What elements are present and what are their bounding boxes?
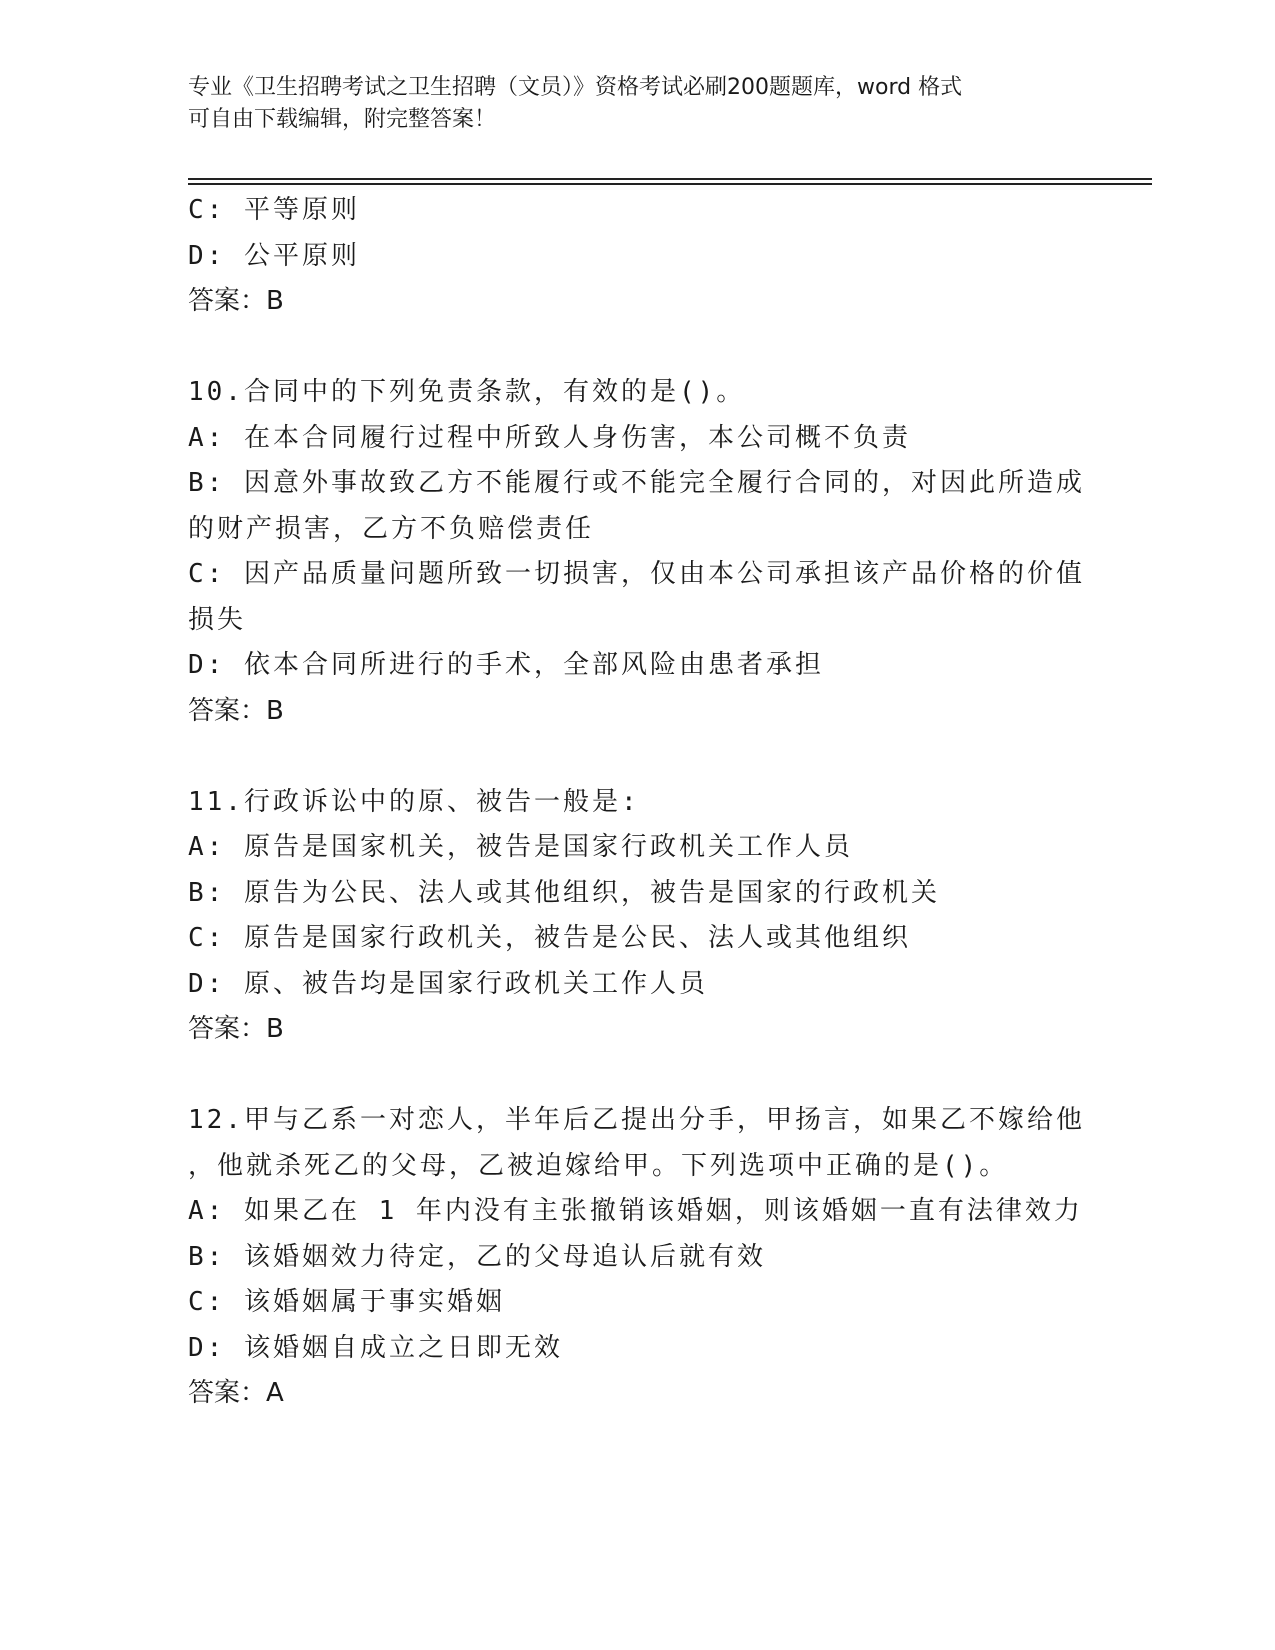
- option-d: D: 依本合同所进行的手术，全部风险由患者承担: [188, 650, 824, 680]
- question-stem: 11.行政诉讼中的原、被告一般是:: [188, 786, 640, 817]
- question-11: [188, 780, 1088, 1053]
- option-c: C: 因产品质量问题所致一切损害，仅由本公司承担该产品价格的价值: [188, 559, 1085, 589]
- option-b-continued: 的财产损害，乙方不负赔偿责任: [188, 513, 595, 544]
- spacer: [188, 325, 1088, 371]
- option-a: A: 原告是国家机关，被告是国家行政机关工作人员: [188, 832, 853, 862]
- option-b: B: 该婚姻效力待定，乙的父母追认后就有效: [188, 1241, 766, 1272]
- document-body: [188, 188, 1088, 1417]
- option-d: D: 原、被告均是国家行政机关工作人员: [188, 968, 708, 999]
- option-b: B: 因意外事故致乙方不能履行或不能完全履行合同的，对因此所造成: [188, 468, 1085, 498]
- header-line-1: 专业《卫生招聘考试之卫生招聘（文员）》资格考试必刷200题题库，word 格式: [188, 75, 963, 100]
- question-stem: 10.合同中的下列免责条款，有效的是()。: [188, 377, 746, 407]
- question-stem: 12.甲与乙系一对恋人，半年后乙提出分手，甲扬言，如果乙不嫁给他: [188, 1105, 1085, 1135]
- option-a: A: 如果乙在 1 年内没有主张撤销该婚姻，则该婚姻一直有法律效力: [188, 1196, 1083, 1226]
- option-c: C: 原告是国家行政机关，被告是公民、法人或其他组织: [188, 923, 911, 953]
- header-line-2: 可自由下载编辑，附完整答案！: [188, 107, 497, 132]
- document-header: [188, 72, 1068, 136]
- answer: 答案：B: [188, 1014, 284, 1044]
- spacer: [188, 1053, 1088, 1099]
- answer: 答案：B: [188, 695, 284, 726]
- question-9-tail: [188, 188, 1088, 325]
- question-stem-continued: ，他就杀死乙的父母，乙被迫嫁给甲。下列选项中正确的是()。: [188, 1150, 1009, 1181]
- option-c: C: 平等原则: [188, 195, 360, 225]
- question-12: [188, 1098, 1088, 1417]
- option-c: C: 该婚姻属于事实婚姻: [188, 1287, 505, 1317]
- question-10: [188, 370, 1088, 734]
- option-c-continued: 损失: [188, 604, 247, 635]
- spacer: [188, 734, 1088, 780]
- option-a: A: 在本合同履行过程中所致人身伤害，本公司概不负责: [188, 422, 911, 453]
- answer: 答案：B: [188, 286, 284, 316]
- header-divider-bottom: [188, 183, 1152, 185]
- option-d: D: 公平原则: [188, 240, 360, 271]
- header-divider-top: [188, 178, 1152, 180]
- option-d: D: 该婚姻自成立之日即无效: [188, 1332, 563, 1363]
- answer: 答案：A: [188, 1378, 284, 1408]
- option-b: B: 原告为公民、法人或其他组织，被告是国家的行政机关: [188, 877, 940, 908]
